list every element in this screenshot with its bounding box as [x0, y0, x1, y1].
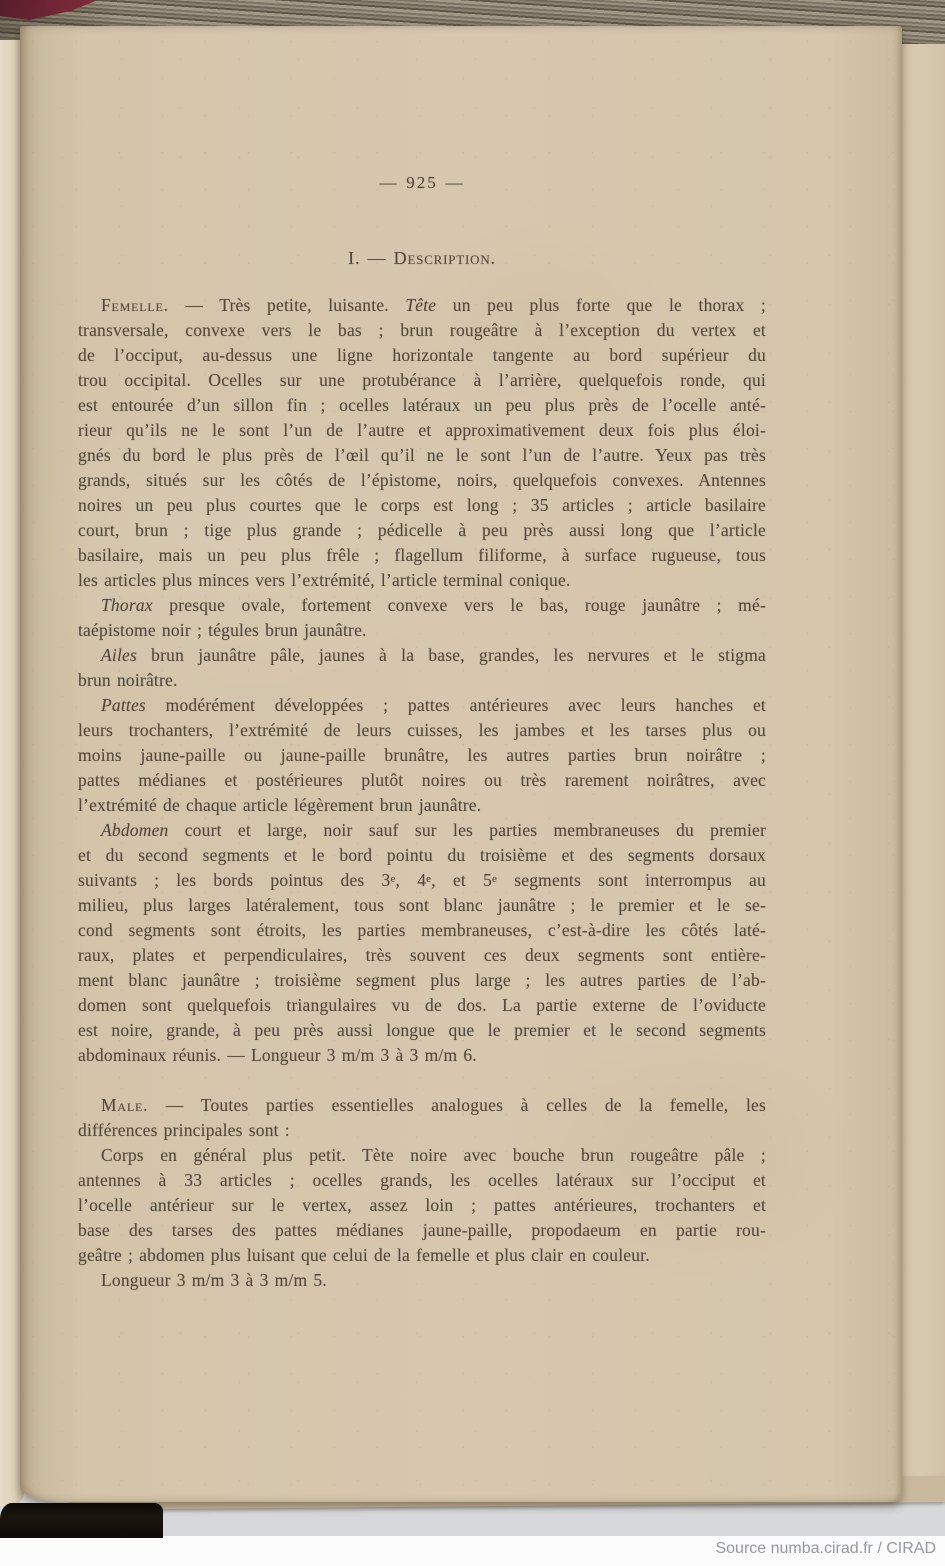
text-line: suivants ; les bords pointus des 3e, 4e, et 5e segments sont interrompus au — [78, 870, 766, 890]
text-line: brun noirâtre. — [78, 670, 178, 690]
text-line: Corps en général plus petit. Tète noire avec bouche brun rougeâtre pâle ; — [101, 1145, 766, 1165]
text-line: moins jaune-paille ou jaune-paille brunâtre, les autres parties brun noirâtre ; — [78, 745, 766, 765]
paragraph — [78, 643, 766, 693]
underlying-page-right-edge — [896, 44, 945, 1496]
text-line: Femelle. — Très petite, luisante. Tête un peu plus forte que le thorax ; — [101, 295, 766, 315]
page-body — [78, 293, 766, 1293]
paragraph — [78, 1093, 766, 1143]
text-line: abdominaux réunis. — Longueur 3 m/m 3 à 3 m/m 6. — [78, 1045, 477, 1065]
text-line: Pattes modérément développées ; pattes antérieures avec leurs hanches et — [101, 695, 766, 715]
text-line: Male. — Toutes parties essentielles analogues à celles de la femelle, les — [101, 1095, 766, 1115]
text-line: Ailes brun jaunâtre pâle, jaunes à la base, grandes, les nervures et le stigma — [101, 645, 766, 665]
text-line: différences principales sont : — [78, 1120, 290, 1140]
text-line: milieu, plus larges latéralement, tous sont blanc jaunâtre ; le premier et le se- — [78, 895, 766, 915]
book-cover-edge — [0, 1503, 163, 1538]
paragraph — [78, 693, 766, 818]
text-line: est noire, grande, à peu près aussi longue que le premier et le second segments — [78, 1020, 766, 1040]
text-line: raux, plates et perpendiculaires, très souvent ces deux segments sont entière- — [78, 945, 766, 965]
book-page — [20, 26, 902, 1502]
text-line: Thorax presque ovale, fortement convexe vers le bas, rouge jaunâtre ; mé- — [101, 595, 766, 615]
text-line: les articles plus minces vers l’extrémité, l’article terminal conique. — [78, 570, 571, 590]
paragraph — [78, 1268, 766, 1293]
paragraph — [78, 293, 766, 593]
section-heading: I. — Description. — [348, 248, 496, 268]
text-line: l’extrémité de chaque article légèrement brun jaunâtre. — [78, 795, 482, 815]
text-line: grands, situés sur les côtés de l’épistome, noirs, quelquefois convexes. Antennes — [78, 470, 766, 490]
text-line: taépistome noir ; tégules brun jaunâtre. — [78, 620, 367, 640]
page-number: — 925 — — [379, 173, 465, 192]
text-line: et du second segments et le bord pointu du troisième et des segments dorsaux — [78, 845, 766, 865]
text-line: rieur qu’ils ne le sont l’un de l’autre et approximativement deux fois plus éloi- — [78, 420, 766, 440]
text-line: noires un peu plus courtes que le corps est long ; 35 articles ; article basilaire — [78, 495, 766, 515]
text-line: court, brun ; tige plus grande ; pédicelle à peu près aussi long que l’article — [78, 520, 766, 540]
text-line: basilaire, mais un peu plus frêle ; flagellum filiforme, à surface rugueuse, tous — [78, 545, 766, 565]
text-line: cond segments sont étroits, les parties membraneuses, c’est-à-dire les côtés laté- — [78, 920, 766, 940]
text-line: transversale, convexe vers le bas ; brun rougeâtre à l’exception du vertex et — [78, 320, 766, 340]
source-attribution: Source numba.cirad.fr / CIRAD — [715, 1540, 936, 1557]
paragraph — [78, 1143, 766, 1268]
text-line: domen sont quelquefois triangulaires vu de dos. La partie externe de l’oviducte — [78, 995, 766, 1015]
paragraph — [78, 593, 766, 643]
text-line: base des tarses des pattes médianes jaune-paille, propodaeum en partie rou- — [78, 1220, 766, 1240]
text-line: leurs trochanters, l’extrémité de leurs cuisses, les jambes et les tarses plus ou — [78, 720, 766, 740]
text-line: l’ocelle antérieur sur le vertex, assez loin ; pattes antérieures, trochanters et — [78, 1195, 766, 1215]
text-line: pattes médianes et postérieures plutôt noires ou très rarement noirâtres, avec — [78, 770, 766, 790]
paragraph — [78, 818, 766, 1068]
text-line: antennes à 33 articles ; ocelles grands, les ocelles latéraux sur l’occiput et — [78, 1170, 766, 1190]
text-line: ment blanc jaunâtre ; troisième segment plus large ; les autres parties de l’ab- — [78, 970, 766, 990]
text-line: trou occipital. Ocelles sur une protubérance à l’arrière, quelquefois ronde, qui — [78, 370, 766, 390]
text-line: Abdomen court et large, noir sauf sur les parties membraneuses du premier — [101, 820, 766, 840]
page-text-block — [78, 170, 766, 1293]
text-line: de l’occiput, au-dessus une ligne horizontale tangente au bord supérieur du — [78, 345, 766, 365]
text-line: Longueur 3 m/m 3 à 3 m/m 5. — [101, 1270, 327, 1290]
text-line: geâtre ; abdomen plus luisant que celui de la femelle et plus clair en couleur. — [78, 1245, 650, 1265]
text-line: est entourée d’un sillon fin ; ocelles latéraux un peu plus près de l’ocelle anté- — [78, 395, 766, 415]
text-line: gnés du bord le plus près de l’œil qu’il ne le sont l’un de l’autre. Yeux pas très — [78, 445, 766, 465]
